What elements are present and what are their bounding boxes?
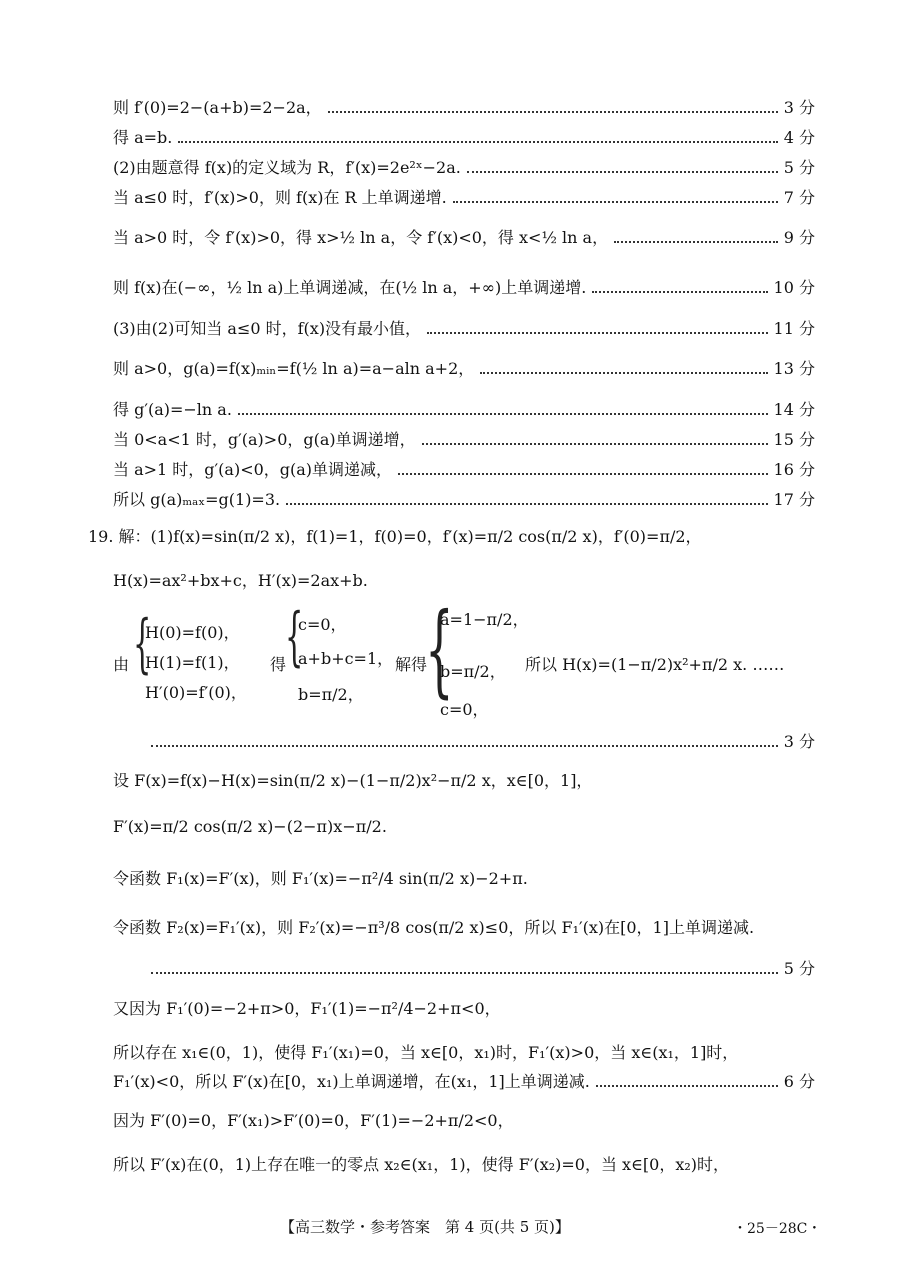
brace-left-2: { [285, 600, 304, 674]
step-text: 则 f′(0)=2−(a+b)=2−2a， [113, 98, 322, 117]
line-again: 又因为 F₁′(0)=−2+π>0，F₁′(1)=−π²/4−2+π<0， [113, 999, 501, 1018]
system1-eq1: H(0)=f(0)， [145, 623, 240, 642]
score-line-6 [113, 1069, 815, 1092]
scored-line [113, 487, 815, 510]
step-text: (3)由(2)可知当 a≤0 时，f(x)没有最小值， [113, 319, 422, 338]
leader-dots [238, 413, 768, 415]
step-text: 则 f(x)在(−∞，½ ln a)上单调递减，在(½ ln a，+∞)上单调递增. [113, 278, 587, 297]
leader-dots [178, 141, 777, 143]
scored-line [113, 185, 815, 208]
score: 11 分 [773, 319, 815, 338]
score: 3 分 [783, 732, 815, 751]
line-F1: 令函数 F₁(x)=F′(x)，则 F₁′(x)=−π²/4 sin(π/2 x)−2+π. [113, 869, 528, 888]
scored-line [113, 275, 815, 298]
score: 5 分 [783, 158, 815, 177]
system-label-jiede: 解得 [395, 655, 428, 674]
h-result: 所以 H(x)=(1−π/2)x²+π/2 x. …… [525, 655, 785, 674]
score: 10 分 [773, 278, 815, 297]
score: 15 分 [773, 430, 815, 449]
leader-dots [427, 332, 767, 334]
scored-line [113, 155, 815, 178]
system-label-de: 得 [270, 655, 287, 674]
score-line-3 [145, 729, 815, 752]
score: 6 分 [783, 1072, 815, 1091]
line-because: 因为 F′(0)=0，F′(x₁)>F′(0)=0，F′(1)=−2+π/2<0， [113, 1111, 514, 1130]
system1-eq3: H′(0)=f′(0)， [145, 683, 247, 702]
score: 7 分 [783, 188, 815, 207]
leader-dots [328, 111, 778, 113]
line-exist-1: 所以存在 x₁∈(0，1)，使得 F₁′(x₁)=0，当 x∈[0，x₁)时，F₁′(x)>0，当 x∈(x₁，1]时， [113, 1043, 739, 1062]
system2-eq2: a+b+c=1， [298, 649, 394, 668]
score: 4 分 [783, 128, 815, 147]
leader-dots [592, 291, 767, 293]
line-exist-2: F₁′(x)<0，所以 F′(x)在[0，x₁)上单调递增，在(x₁，1]上单调递减. [113, 1072, 590, 1091]
system2-eq1: c=0， [298, 615, 347, 634]
q19-line2: H(x)=ax²+bx+c，H′(x)=2ax+b. [113, 571, 368, 590]
brace-left-3: { [425, 591, 454, 708]
score: 17 分 [773, 490, 815, 509]
step-text: 所以 g(a)ₘₐₓ=g(1)=3. [113, 490, 281, 509]
brace-left-1: { [133, 607, 152, 681]
system-label-you: 由 [113, 655, 130, 674]
system3-eq3: c=0， [440, 700, 489, 719]
score: 16 分 [773, 460, 815, 479]
system3-eq2: b=π/2， [440, 662, 506, 681]
leader-dots [286, 503, 767, 505]
step-text: 当 a≤0 时，f′(x)>0，则 f(x)在 R 上单调递增. [113, 188, 447, 207]
score: 3 分 [783, 98, 815, 117]
scored-line [113, 125, 815, 148]
page-footer: 【高三数学・参考答案 第 4 页(共 5 页)】 [280, 1218, 570, 1236]
scored-line [113, 95, 815, 118]
step-text: 得 g′(a)=−ln a. [113, 400, 232, 419]
step-text: 得 a=b. [113, 128, 173, 147]
leader-dots [398, 473, 767, 475]
scored-line [113, 316, 815, 339]
scored-line [113, 225, 815, 248]
line-last: 所以 F′(x)在(0，1)上存在唯一的零点 x₂∈(x₁，1)，使得 F′(x₂)=0，当 x∈[0，x₂)时， [113, 1155, 730, 1174]
step-text: 当 a>0 时，令 f′(x)>0，得 x>½ ln a，令 f′(x)<0，得 x<½ ln a， [113, 228, 609, 247]
leader-dots [422, 443, 768, 445]
line-F2: 令函数 F₂(x)=F₁′(x)，则 F₂′(x)=−π³/8 cos(π/2 x)≤0，所以 F₁′(x)在[0，1]上单调递减. [113, 918, 755, 937]
step-text: 当 a>1 时，g′(a)<0，g(a)单调递减， [113, 460, 393, 479]
step-text: (2)由题意得 f(x)的定义域为 R，f′(x)=2e²ˣ−2a. [113, 158, 461, 177]
line-F-def: 设 F(x)=f(x)−H(x)=sin(π/2 x)−(1−π/2)x²−π/2 x，x∈[0，1]， [113, 771, 593, 790]
system3-eq1: a=1−π/2， [440, 610, 529, 629]
step-text: 则 a>0，g(a)=f(x)ₘᵢₙ=f(½ ln a)=a−aln a+2， [113, 359, 475, 378]
leader-dots [614, 241, 778, 243]
scored-line [113, 457, 815, 480]
leader-dots [480, 372, 767, 374]
scored-line [113, 427, 815, 450]
system2-eq3: b=π/2， [298, 685, 364, 704]
scored-line [113, 397, 815, 420]
system1-eq2: H(1)=f(1)， [145, 653, 240, 672]
paper-code: ・25－28C・ [733, 1221, 822, 1237]
scored-line [113, 356, 815, 379]
leader-dots [453, 201, 778, 203]
line-F-derivative: F′(x)=π/2 cos(π/2 x)−(2−π)x−π/2. [113, 817, 387, 836]
score: 5 分 [783, 959, 815, 978]
score: 9 分 [783, 228, 815, 247]
q19-line1: 19. 解：(1)f(x)=sin(π/2 x)，f(1)=1，f(0)=0，f′(x)=π/2 cos(π/2 x)，f′(0)=π/2， [88, 527, 702, 546]
score: 14 分 [773, 400, 815, 419]
score: 13 分 [773, 359, 815, 378]
leader-dots [467, 171, 778, 173]
step-text: 当 0<a<1 时，g′(a)>0，g(a)单调递增， [113, 430, 416, 449]
score-line-5 [145, 956, 815, 979]
